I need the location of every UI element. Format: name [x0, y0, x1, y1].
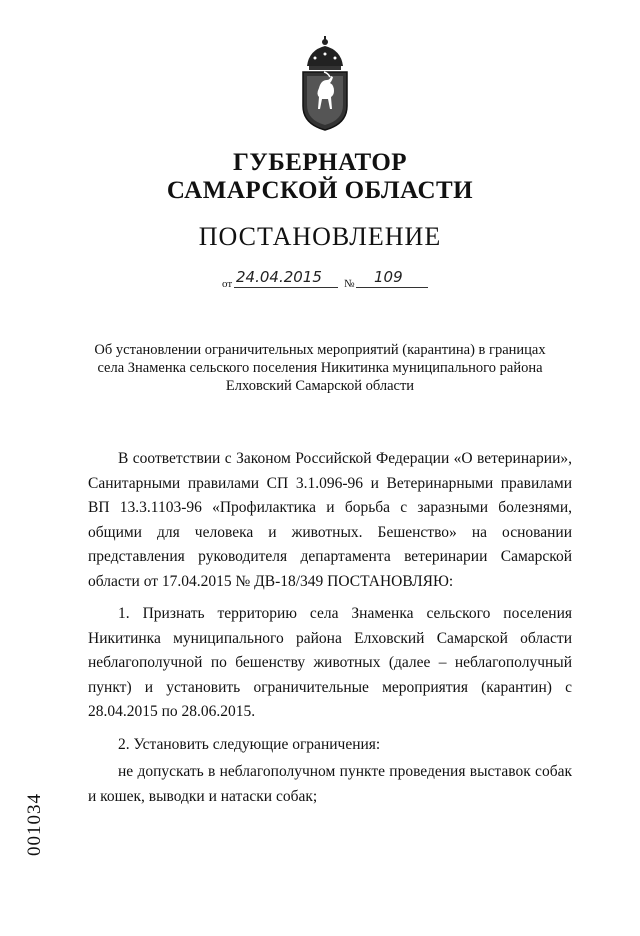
- document-type: ПОСТАНОВЛЕНИЕ: [198, 222, 442, 251]
- document-body: [88, 447, 572, 809]
- date-handwritten: 24.04.2015: [236, 268, 322, 286]
- subject-line: Елховский Самарской области: [225, 378, 415, 394]
- body-paragraph: В соответствии с Законом Российской Федерации «О ветеринарии», Санитарными правилами СП 3.1.096-96 и Ветеринарными правилами ВП 13.3.1103-96 «Профилактика и борьба с заразными болезнями, общими для человека и животных. Бешенство» на основании представления руководителя департамента ветеринарии Самарской области от 17.04.2015 № ДВ-18/349 ПОСТАНОВЛЯЮ:: [88, 450, 572, 590]
- date-underline: [234, 287, 338, 288]
- authority-title-line1: ГУБЕРНАТОР: [232, 149, 408, 176]
- authority-title-line2: САМАРСКОЙ ОБЛАСТИ: [166, 177, 474, 204]
- body-paragraph: 2. Установить следующие ограничения:: [118, 735, 381, 753]
- coat-of-arms-emblem: [297, 36, 353, 132]
- serial-number-text: 001034: [24, 793, 45, 856]
- number-underline: [356, 287, 428, 288]
- body-paragraph: 1. Признать территорию села Знаменка сельского поселения Никитинка муниципального района Елховский Самарской области неблагополучной по бешенству животных (далее – неблагополучный пункт) и установить ограничительные мероприятия (карантин) с 28.04.2015 по 28.06.2015.: [88, 605, 572, 720]
- document-subject: [70, 341, 570, 395]
- subject-line: села Знаменка сельского поселения Никитинка муниципального района: [97, 360, 543, 376]
- body-paragraph: не допускать в неблагополучном пункте проведения выставок собак и кошек, выводки и натаски собак;: [88, 763, 572, 805]
- date-number-row: [222, 268, 442, 292]
- number-handwritten: 109: [374, 268, 403, 286]
- number-label: №: [344, 278, 355, 290]
- subject-line: Об установлении ограничительных мероприятий (карантина) в границах: [94, 342, 546, 358]
- side-serial-number: [24, 793, 64, 936]
- date-label: от: [222, 278, 233, 290]
